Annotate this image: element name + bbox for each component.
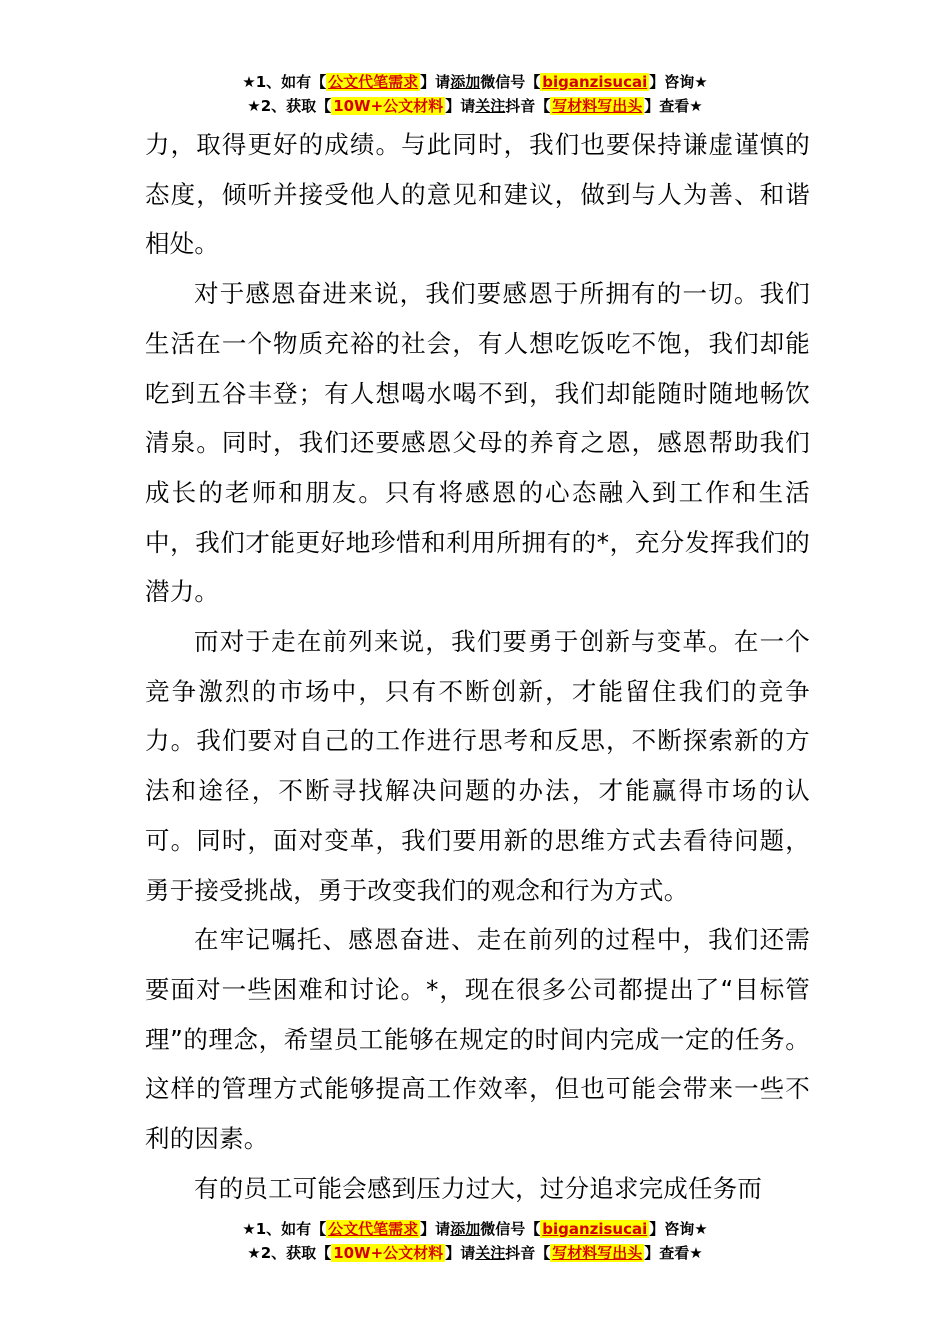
header-banner [0,70,950,118]
banner-emphasis: 关注 [475,97,506,115]
highlight-service: 公文代笔需求 [328,1220,419,1238]
paragraph: 有的员工可能会感到压力过大，过分追求完成任务而 [194,1173,763,1203]
highlight-service: 公文代笔需求 [328,73,419,91]
highlight-materials: 10W+公文材料 [333,97,444,115]
banner-line-2 [0,94,950,118]
banner-text: ★1、如有【 [242,1220,327,1238]
banner-text: 】咨询★ [649,1220,708,1238]
paragraph: 力，取得更好的成绩。与此同时，我们也要保持谦虚谨慎的态度，倾听并接受他人的意见和建议，做到与人为善、和谐相处。 [145,130,810,259]
banner-line-1 [0,70,950,94]
banner-text: 抖音【 [505,1244,551,1262]
paragraph: 对于感恩奋进来说，我们要感恩于所拥有的一切。我们生活在一个物质充裕的社会，有人想吃饭吃不饱，我们却能吃到五谷丰登；有人想喝水喝不到，我们却能随时随地畅饮清泉。同时，我们还要感恩父母的养育之恩，感恩帮助我们成长的老师和朋友。只有将感恩的心态融入到工作和生活中，我们才能更好地珍惜和利用所拥有的*，充分发挥我们的潜力。 [145,279,810,607]
banner-line-2 [0,1241,950,1265]
banner-text: ★1、如有【 [242,73,327,91]
document-body [145,120,810,1213]
banner-text: 】请 [445,97,476,115]
banner-text: 微信号【 [480,73,541,91]
highlight-douyin-account: 写材料写出头 [552,97,643,115]
banner-text: 】请 [445,1244,476,1262]
highlight-wechat-id: biganzisucai [542,1220,648,1238]
paragraph: 而对于走在前列来说，我们要勇于创新与变革。在一个竞争激烈的市场中，只有不断创新，才能留住我们的竞争力。我们要对自己的工作进行思考和反思，不断探索新的方法和途径，不断寻找解决问题的办法，才能赢得市场的认可。同时，面对变革，我们要用新的思维方式去看待问题，勇于接受挑战，勇于改变我们的观念和行为方式。 [145,627,810,905]
banner-line-1 [0,1217,950,1241]
banner-emphasis: 添加 [450,1220,481,1238]
banner-text: 微信号【 [480,1220,541,1238]
banner-text: 】请 [420,73,451,91]
highlight-materials: 10W+公文材料 [333,1244,444,1262]
highlight-douyin-account: 写材料写出头 [552,1244,643,1262]
banner-emphasis: 关注 [475,1244,506,1262]
banner-text: 】查看★ [644,1244,703,1262]
banner-text: ★2、获取【 [247,97,332,115]
footer-banner [0,1217,950,1265]
banner-text: 】查看★ [644,97,703,115]
banner-text: 】咨询★ [649,73,708,91]
paragraph: 在牢记嘱托、感恩奋进、走在前列的过程中，我们还需要面对一些困难和讨论。*，现在很多公司都提出了“目标管理”的理念，希望员工能够在规定的时间内完成一定的任务。这样的管理方式能够提高工作效率，但也可能会带来一些不利的因素。 [145,925,810,1154]
banner-emphasis: 添加 [450,73,481,91]
banner-text: 】请 [420,1220,451,1238]
banner-text: ★2、获取【 [247,1244,332,1262]
banner-text: 抖音【 [505,97,551,115]
highlight-wechat-id: biganzisucai [542,73,648,91]
